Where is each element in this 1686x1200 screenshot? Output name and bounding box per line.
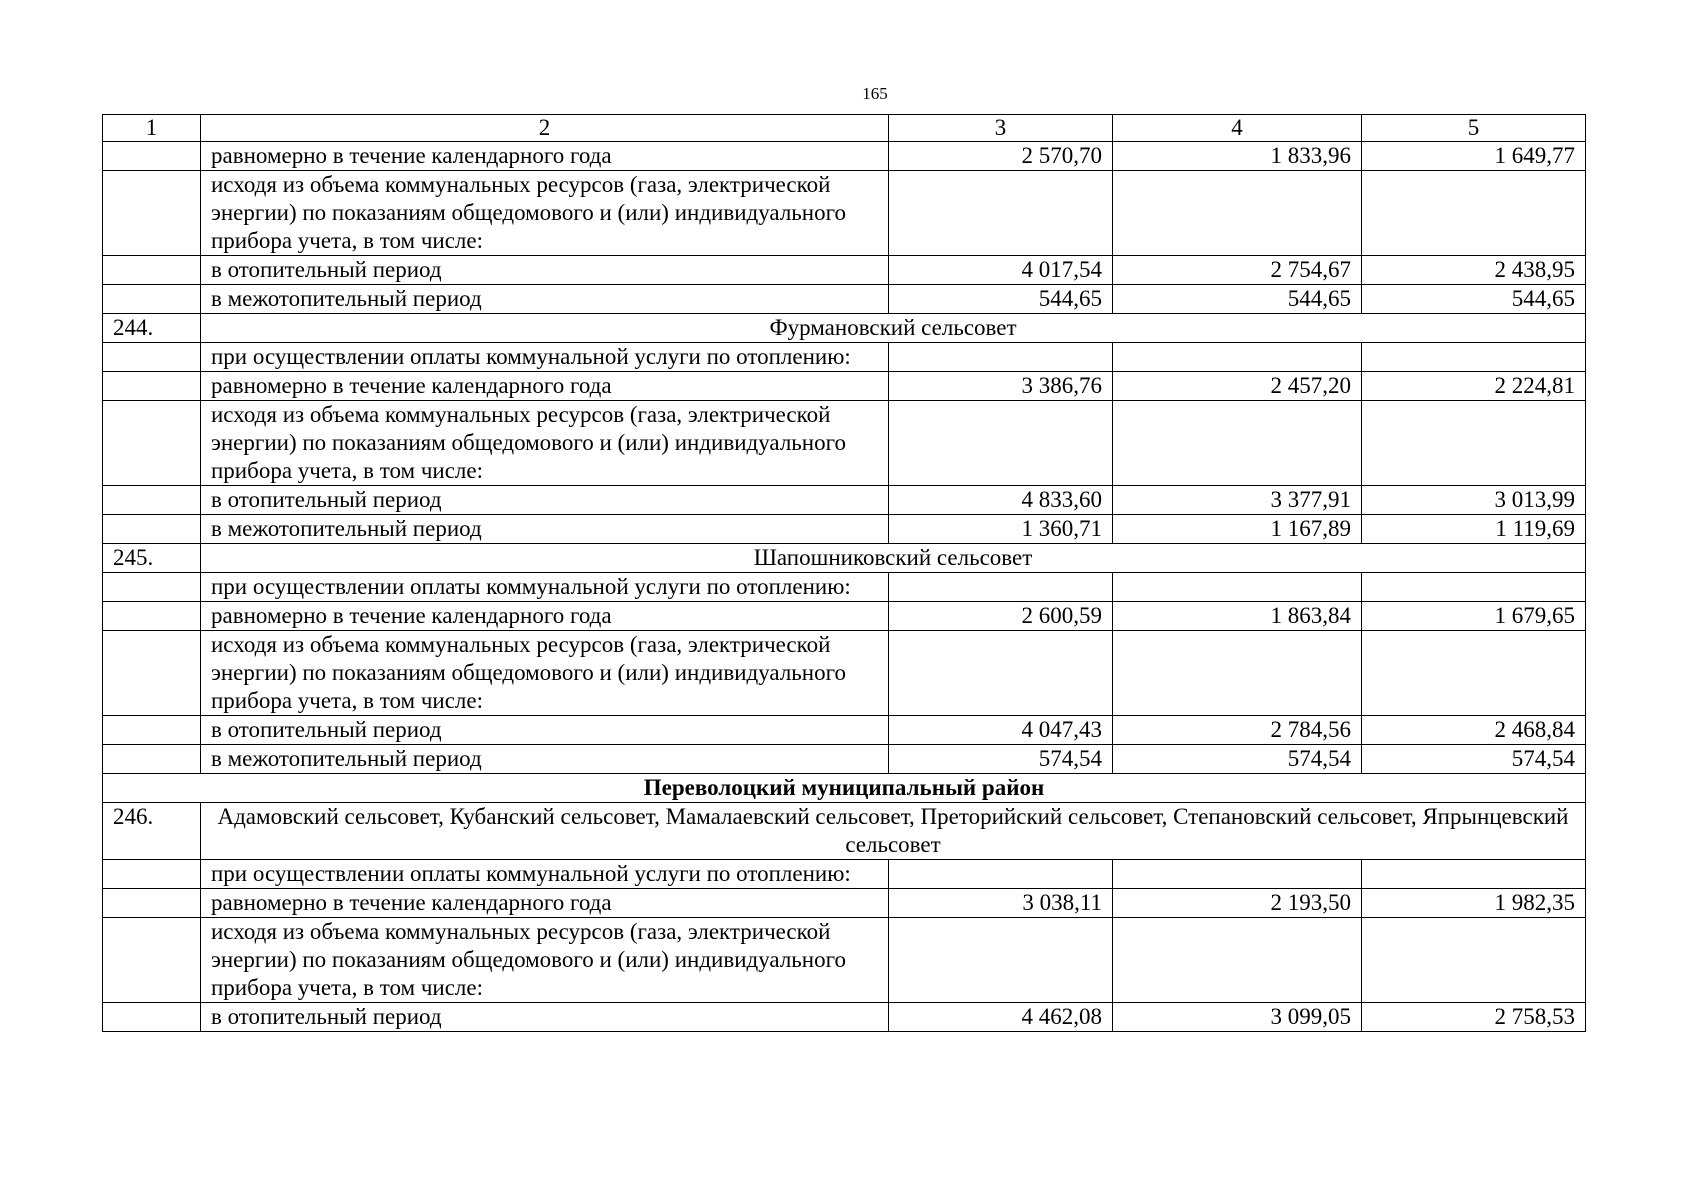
district-title: Переволоцкий муниципальный район <box>103 774 1586 803</box>
value-col-4 <box>1113 631 1362 716</box>
value-col-5: 3 013,99 <box>1362 486 1586 515</box>
table-row <box>103 573 1586 602</box>
value-col-5 <box>1362 343 1586 372</box>
value-col-4: 2 457,20 <box>1113 372 1362 401</box>
value-col-4: 544,65 <box>1113 285 1362 314</box>
value-col-3: 4 462,08 <box>889 1003 1113 1032</box>
row-description: в отопительный период <box>201 716 889 745</box>
row-description: исходя из объема коммунальных ресурсов (газа, электрической энергии) по показаниям общедомового и (или) индивидуального прибора учета, в том числе: <box>201 171 889 256</box>
value-col-5 <box>1362 631 1586 716</box>
section-row <box>103 544 1586 573</box>
value-col-5 <box>1362 401 1586 486</box>
header-cell-2: 2 <box>201 115 889 142</box>
row-index <box>103 889 201 918</box>
row-description: при осуществлении оплаты коммунальной услуги по отоплению: <box>201 343 889 372</box>
header-cell-3: 3 <box>889 115 1113 142</box>
value-col-4 <box>1113 918 1362 1003</box>
value-col-5: 2 438,95 <box>1362 256 1586 285</box>
value-col-4: 1 863,84 <box>1113 602 1362 631</box>
row-index: 245. <box>103 544 201 573</box>
value-col-3: 4 017,54 <box>889 256 1113 285</box>
row-description: исходя из объема коммунальных ресурсов (газа, электрической энергии) по показаниям общедомового и (или) индивидуального прибора учета, в том числе: <box>201 631 889 716</box>
value-col-5: 2 468,84 <box>1362 716 1586 745</box>
table-row <box>103 372 1586 401</box>
value-col-4 <box>1113 343 1362 372</box>
row-index <box>103 515 201 544</box>
table-row <box>103 486 1586 515</box>
row-index <box>103 745 201 774</box>
tariff-table <box>102 114 1586 1032</box>
value-col-3: 4 047,43 <box>889 716 1113 745</box>
row-index <box>103 716 201 745</box>
row-description: при осуществлении оплаты коммунальной услуги по отоплению: <box>201 573 889 602</box>
row-index <box>103 372 201 401</box>
value-col-4: 2 193,50 <box>1113 889 1362 918</box>
row-index <box>103 573 201 602</box>
table-row <box>103 631 1586 716</box>
row-index <box>103 1003 201 1032</box>
row-index: 244. <box>103 314 201 343</box>
value-col-5: 1 649,77 <box>1362 142 1586 171</box>
header-cell-4: 4 <box>1113 115 1362 142</box>
value-col-3 <box>889 918 1113 1003</box>
value-col-3 <box>889 401 1113 486</box>
value-col-4: 1 167,89 <box>1113 515 1362 544</box>
row-description: в отопительный период <box>201 1003 889 1032</box>
row-index <box>103 142 201 171</box>
value-col-3 <box>889 860 1113 889</box>
value-col-5: 1 119,69 <box>1362 515 1586 544</box>
table-row <box>103 401 1586 486</box>
table-row <box>103 515 1586 544</box>
value-col-5: 574,54 <box>1362 745 1586 774</box>
table-row <box>103 343 1586 372</box>
row-index <box>103 171 201 256</box>
value-col-4: 1 833,96 <box>1113 142 1362 171</box>
table-row <box>103 745 1586 774</box>
page-number: 165 <box>862 84 888 103</box>
table-row <box>103 889 1586 918</box>
section-row <box>103 314 1586 343</box>
row-index: 246. <box>103 803 201 860</box>
value-col-4: 2 754,67 <box>1113 256 1362 285</box>
row-description: равномерно в течение календарного года <box>201 142 889 171</box>
row-description: в отопительный период <box>201 256 889 285</box>
value-col-3: 3 038,11 <box>889 889 1113 918</box>
value-col-4 <box>1113 573 1362 602</box>
table-row <box>103 860 1586 889</box>
tariff-table-body <box>103 115 1586 1032</box>
value-col-3 <box>889 573 1113 602</box>
value-col-3: 574,54 <box>889 745 1113 774</box>
value-col-3 <box>889 343 1113 372</box>
row-index <box>103 486 201 515</box>
row-index <box>103 860 201 889</box>
value-col-3 <box>889 631 1113 716</box>
row-description: исходя из объема коммунальных ресурсов (газа, электрической энергии) по показаниям общедомового и (или) индивидуального прибора учета, в том числе: <box>201 918 889 1003</box>
table-row <box>103 256 1586 285</box>
row-index <box>103 631 201 716</box>
row-description: равномерно в течение календарного года <box>201 602 889 631</box>
row-description: равномерно в течение календарного года <box>201 889 889 918</box>
value-col-3: 1 360,71 <box>889 515 1113 544</box>
value-col-5: 1 982,35 <box>1362 889 1586 918</box>
section-title: Адамовский сельсовет, Кубанский сельсовет, Мамалаевский сельсовет, Преторийский сельсовет, Степановский сельсовет, Япрынцевский сельсовет <box>201 803 1586 860</box>
value-col-4: 574,54 <box>1113 745 1362 774</box>
value-col-5: 2 224,81 <box>1362 372 1586 401</box>
value-col-4 <box>1113 860 1362 889</box>
row-index <box>103 285 201 314</box>
value-col-5 <box>1362 573 1586 602</box>
value-col-3: 544,65 <box>889 285 1113 314</box>
row-description: равномерно в течение календарного года <box>201 372 889 401</box>
row-description: в отопительный период <box>201 486 889 515</box>
row-description: в межотопительный период <box>201 285 889 314</box>
value-col-4: 3 099,05 <box>1113 1003 1362 1032</box>
value-col-5 <box>1362 918 1586 1003</box>
row-description: исходя из объема коммунальных ресурсов (газа, электрической энергии) по показаниям общедомового и (или) индивидуального прибора учета, в том числе: <box>201 401 889 486</box>
table-row <box>103 142 1586 171</box>
section-title: Шапошниковский сельсовет <box>201 544 1586 573</box>
district-row <box>103 774 1586 803</box>
value-col-3 <box>889 171 1113 256</box>
value-col-5 <box>1362 860 1586 889</box>
value-col-3: 3 386,76 <box>889 372 1113 401</box>
header-cell-1: 1 <box>103 115 201 142</box>
table-row <box>103 602 1586 631</box>
table-row <box>103 918 1586 1003</box>
table-row <box>103 716 1586 745</box>
row-index <box>103 256 201 285</box>
row-description: в межотопительный период <box>201 745 889 774</box>
table-row <box>103 171 1586 256</box>
header-row <box>103 115 1586 142</box>
table-row <box>103 285 1586 314</box>
value-col-4 <box>1113 171 1362 256</box>
value-col-5 <box>1362 171 1586 256</box>
value-col-4: 3 377,91 <box>1113 486 1362 515</box>
value-col-3: 2 570,70 <box>889 142 1113 171</box>
row-index <box>103 918 201 1003</box>
value-col-4 <box>1113 401 1362 486</box>
value-col-5: 1 679,65 <box>1362 602 1586 631</box>
row-description: при осуществлении оплаты коммунальной услуги по отоплению: <box>201 860 889 889</box>
section-title: Фурмановский сельсовет <box>201 314 1586 343</box>
row-index <box>103 343 201 372</box>
header-cell-5: 5 <box>1362 115 1586 142</box>
row-description: в межотопительный период <box>201 515 889 544</box>
value-col-5: 544,65 <box>1362 285 1586 314</box>
value-col-3: 2 600,59 <box>889 602 1113 631</box>
row-index <box>103 602 201 631</box>
value-col-5: 2 758,53 <box>1362 1003 1586 1032</box>
table-row <box>103 1003 1586 1032</box>
value-col-3: 4 833,60 <box>889 486 1113 515</box>
value-col-4: 2 784,56 <box>1113 716 1362 745</box>
row-index <box>103 401 201 486</box>
section-row <box>103 803 1586 860</box>
